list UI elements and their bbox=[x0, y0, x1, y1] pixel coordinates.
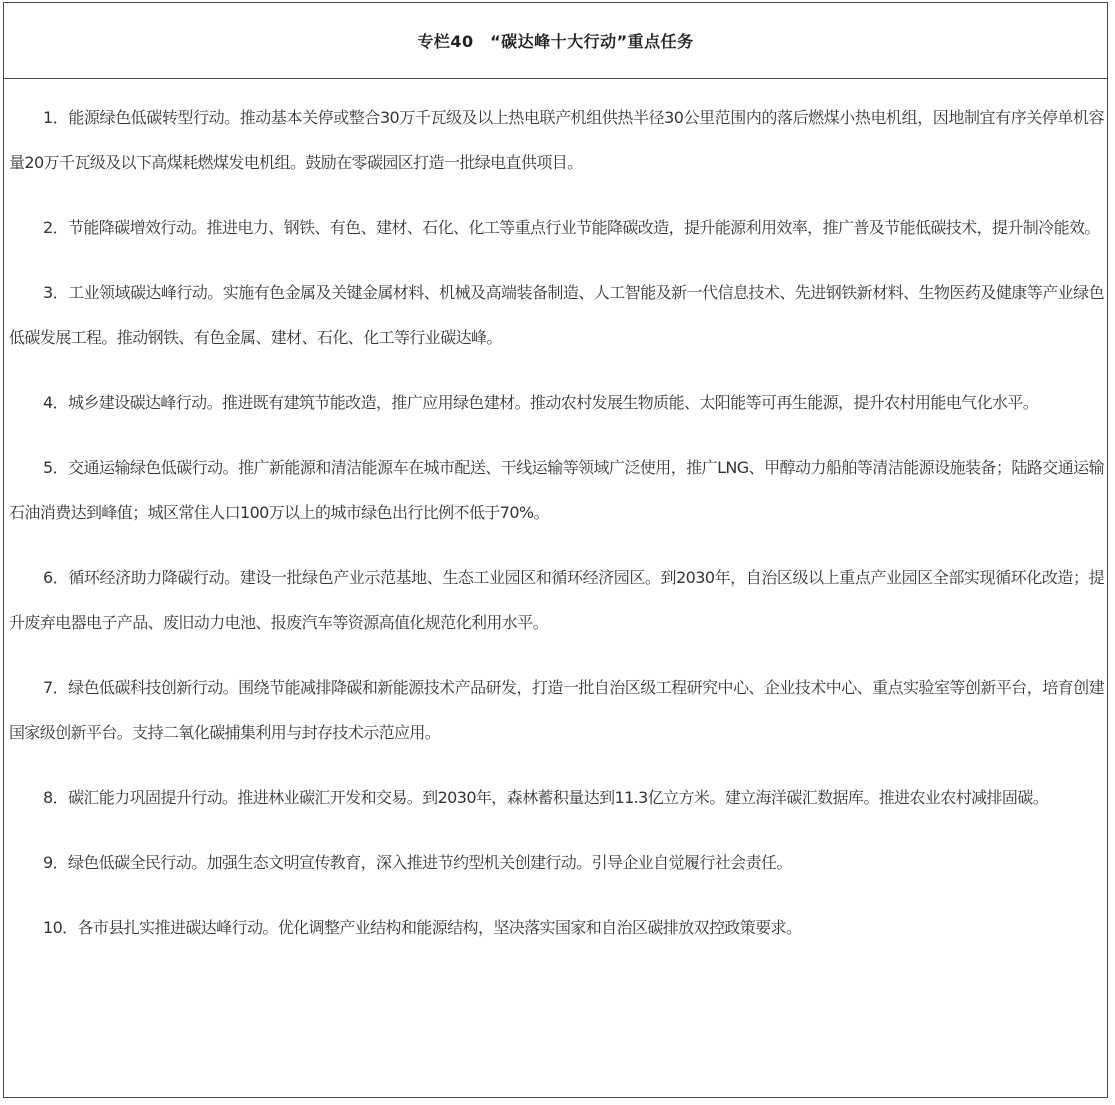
task-item-7: 7．绿色低碳科技创新行动。围绕节能减排降碳和新能源技术产品研发，打造一批自治区级工程研究中心、企业技术中心、重点实验室等创新平台，培育创建国家级创新平台。支持二氧化碳捕集利用与封存技术示范应用。 bbox=[9, 678, 1104, 742]
task-item-1: 1．能源绿色低碳转型行动。推动基本关停或整合30万千瓦级及以上热电联产机组供热半径30公里范围内的落后燃煤小热电机组，因地制宜有序关停单机容量20万千瓦级及以下高煤耗燃煤发电机组。鼓励在零碳园区打造一批绿电直供项目。 bbox=[9, 108, 1104, 172]
column-title: 专栏40 “碳达峰十大行动”重点任务 bbox=[417, 32, 694, 51]
column-box bbox=[3, 2, 1108, 1098]
title-row bbox=[4, 3, 1107, 79]
task-item-6: 6．循环经济助力降碳行动。建设一批绿色产业示范基地、生态工业园区和循环经济园区。到2030年，自治区级以上重点产业园区全部实现循环化改造；提升废弃电器电子产品、废旧动力电池、报废汽车等资源高值化规范化利用水平。 bbox=[9, 568, 1104, 632]
task-item-3: 3．工业领域碳达峰行动。实施有色金属及关键金属材料、机械及高端装备制造、人工智能及新一代信息技术、先进钢铁新材料、生物医药及健康等产业绿色低碳发展工程。推动钢铁、有色金属、建材、石化、化工等行业碳达峰。 bbox=[9, 283, 1104, 347]
task-item-10: 10．各市县扎实推进碳达峰行动。优化调整产业结构和能源结构，坚决落实国家和自治区碳排放双控政策要求。 bbox=[43, 918, 802, 937]
task-item-9: 9．绿色低碳全民行动。加强生态文明宣传教育，深入推进节约型机关创建行动。引导企业自觉履行社会责任。 bbox=[43, 853, 792, 872]
task-item-5: 5．交通运输绿色低碳行动。推广新能源和清洁能源车在城市配送、干线运输等领域广泛使用，推广LNG、甲醇动力船舶等清洁能源设施装备；陆路交通运输石油消费达到峰值；城区常住人口100万以上的城市绿色出行比例不低于70%。 bbox=[9, 458, 1104, 522]
task-item-2: 2．节能降碳增效行动。推进电力、钢铁、有色、建材、石化、化工等重点行业节能降碳改造，提升能源利用效率，推广普及节能低碳技术，提升制冷能效。 bbox=[43, 218, 1100, 237]
task-item-8: 8．碳汇能力巩固提升行动。推进林业碳汇开发和交易。到2030年，森林蓄积量达到11.3亿立方米。建立海洋碳汇数据库。推进农业农村减排固碳。 bbox=[43, 788, 1049, 807]
task-list bbox=[4, 79, 1107, 950]
task-item-4: 4．城乡建设碳达峰行动。推进既有建筑节能改造，推广应用绿色建材。推动农村发展生物质能、太阳能等可再生能源，提升农村用能电气化水平。 bbox=[43, 393, 1039, 412]
